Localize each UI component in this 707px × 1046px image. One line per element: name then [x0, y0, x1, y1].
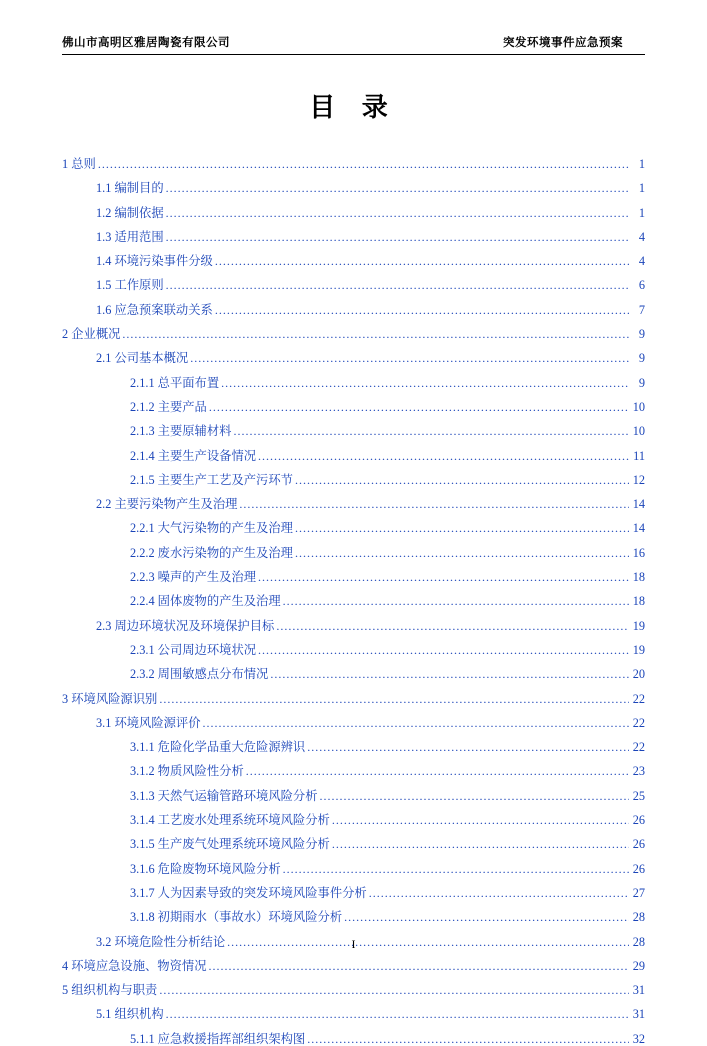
- toc-entry[interactable]: [62, 195, 645, 219]
- toc-entry[interactable]: [62, 462, 645, 486]
- toc-entry-label: 2.1.1 总平面布置: [130, 375, 220, 390]
- toc-entry-page: 18: [632, 594, 645, 609]
- toc-entry-page: 22: [632, 691, 645, 706]
- toc-leader-dots: [283, 863, 629, 875]
- toc-leader-dots: [258, 644, 629, 656]
- toc-entry[interactable]: [62, 267, 645, 291]
- toc-leader-dots: [295, 547, 629, 559]
- toc-entry[interactable]: [62, 851, 645, 875]
- toc-entry-label: 2 企业概况: [62, 327, 121, 342]
- toc-entry-page: 23: [632, 764, 645, 779]
- toc-leader-dots: [369, 887, 629, 899]
- toc-leader-dots: [166, 231, 629, 243]
- toc-entry-label: 2.3 周边环境状况及环境保护目标: [96, 618, 275, 633]
- toc-leader-dots: [98, 158, 629, 170]
- toc-leader-dots: [166, 279, 629, 291]
- toc-leader-dots: [215, 304, 629, 316]
- toc-entry[interactable]: [62, 972, 645, 996]
- toc-leader-dots: [320, 790, 629, 802]
- toc-leader-dots: [258, 450, 629, 462]
- toc-entry[interactable]: [62, 899, 645, 923]
- toc-entry-label: 2.1 公司基本概况: [96, 351, 189, 366]
- toc-entry[interactable]: [62, 681, 645, 705]
- toc-entry-page: 9: [638, 351, 645, 366]
- toc-entry[interactable]: [62, 340, 645, 364]
- page-title: 目 录: [309, 93, 398, 122]
- toc-entry-page: 7: [638, 302, 645, 317]
- toc-leader-dots: [295, 474, 629, 486]
- toc-entry[interactable]: [62, 632, 645, 656]
- toc-entry-label: 2.3.1 公司周边环境状况: [130, 642, 257, 657]
- header-document-title: 突发环境事件应急预案: [503, 37, 623, 49]
- toc-entry[interactable]: [62, 170, 645, 194]
- toc-leader-dots: [332, 814, 629, 826]
- toc-leader-dots: [307, 741, 629, 753]
- toc-entry-page: 26: [632, 861, 645, 876]
- footer-page-number: I: [351, 937, 356, 951]
- toc-entry-label: 5.1.1 应急救援指挥部组织架构图: [130, 1031, 306, 1046]
- toc-entry-page: 20: [632, 667, 645, 682]
- toc-leader-dots: [190, 352, 629, 364]
- toc-entry[interactable]: [62, 243, 645, 267]
- toc-entry-page: 32: [632, 1031, 645, 1046]
- toc-entry-label: 3 环境风险源识别: [62, 691, 158, 706]
- toc-entry[interactable]: [62, 608, 645, 632]
- toc-entry-page: 6: [638, 278, 645, 293]
- toc-entry-page: 31: [632, 983, 645, 998]
- toc-entry-label: 1.2 编制依据: [96, 205, 164, 220]
- toc-entry[interactable]: [62, 705, 645, 729]
- toc-entry-label: 1.3 适用范围: [96, 229, 164, 244]
- toc-leader-dots: [276, 620, 629, 632]
- toc-entry-label: 5.1 组织机构: [96, 1007, 164, 1022]
- toc-entry-page: 29: [632, 958, 645, 973]
- toc-entry-label: 1.1 编制目的: [96, 181, 164, 196]
- toc-entry-page: 19: [632, 618, 645, 633]
- toc-entry[interactable]: [62, 875, 645, 899]
- toc-entry[interactable]: [62, 729, 645, 753]
- table-of-contents: [62, 146, 645, 1045]
- toc-entry-label: 3.2 环境危险性分析结论: [96, 934, 226, 949]
- toc-leader-dots: [307, 1033, 629, 1045]
- toc-entry[interactable]: [62, 753, 645, 777]
- toc-entry-label: 3.1 环境风险源评价: [96, 715, 201, 730]
- toc-entry-page: 4: [638, 254, 645, 269]
- toc-entry-label: 1.5 工作原则: [96, 278, 164, 293]
- toc-entry-label: 5 组织机构与职责: [62, 983, 158, 998]
- toc-entry-label: 2.2.3 噪声的产生及治理: [130, 570, 257, 585]
- toc-entry-label: 2.1.5 主要生产工艺及产污环节: [130, 472, 293, 487]
- toc-leader-dots: [221, 377, 629, 389]
- toc-entry-label: 2.3.2 周围敏感点分布情况: [130, 667, 269, 682]
- toc-entry-label: 2.2 主要污染物产生及治理: [96, 497, 238, 512]
- toc-entry-page: 9: [638, 375, 645, 390]
- toc-leader-dots: [295, 522, 629, 534]
- toc-entry-label: 1 总则: [62, 157, 96, 171]
- toc-leader-dots: [166, 207, 629, 219]
- toc-entry-label: 3.1.4 工艺废水处理系统环境风险分析: [130, 813, 330, 828]
- toc-entry-page: 4: [638, 229, 645, 244]
- toc-entry-label: 3.1.7 人为因素导致的突发环境风险事件分析: [130, 885, 367, 900]
- toc-leader-dots: [159, 693, 629, 705]
- header-company-name: 佛山市高明区雅居陶瓷有限公司: [62, 37, 230, 49]
- toc-entry[interactable]: [62, 583, 645, 607]
- toc-entry-label: 2.2.1 大气污染物的产生及治理: [130, 521, 293, 536]
- toc-entry[interactable]: [62, 389, 645, 413]
- toc-entry-page: 22: [632, 715, 645, 730]
- toc-entry-label: 4 环境应急设施、物资情况: [62, 958, 207, 973]
- toc-entry-page: 12: [632, 472, 645, 487]
- toc-leader-dots: [258, 571, 629, 583]
- toc-leader-dots: [233, 425, 629, 437]
- toc-entry[interactable]: [62, 219, 645, 243]
- toc-entry[interactable]: [62, 510, 645, 534]
- toc-entry-label: 3.1.6 危险废物环境风险分析: [130, 861, 281, 876]
- toc-entry-page: 27: [632, 885, 645, 900]
- toc-leader-dots: [166, 1008, 629, 1020]
- toc-entry-page: 14: [632, 497, 645, 512]
- toc-entry-label: 2.1.4 主要生产设备情况: [130, 448, 257, 463]
- toc-entry-label: 3.1.5 生产废气处理系统环境风险分析: [130, 837, 330, 852]
- toc-leader-dots: [159, 984, 629, 996]
- toc-entry-page: 19: [632, 642, 645, 657]
- toc-entry-page: 28: [632, 934, 645, 949]
- toc-entry-page: 14: [632, 521, 645, 536]
- toc-entry-page: 28: [632, 910, 645, 925]
- toc-entry-page: 1: [638, 157, 645, 171]
- toc-entry-label: 2.2.2 废水污染物的产生及治理: [130, 545, 293, 560]
- toc-entry[interactable]: [62, 826, 645, 850]
- toc-entry[interactable]: [62, 535, 645, 559]
- toc-entry-label: 2.1.3 主要原辅材料: [130, 424, 232, 439]
- toc-entry[interactable]: [62, 559, 645, 583]
- toc-entry[interactable]: [62, 996, 645, 1020]
- toc-entry[interactable]: [62, 413, 645, 437]
- toc-entry[interactable]: [62, 365, 645, 389]
- toc-entry[interactable]: [62, 656, 645, 680]
- toc-leader-dots: [332, 838, 629, 850]
- toc-entry-label: 2.1.2 主要产品: [130, 399, 207, 414]
- toc-leader-dots: [166, 182, 629, 194]
- toc-entry[interactable]: [62, 292, 645, 316]
- toc-entry-label: 1.4 环境污染事件分级: [96, 254, 213, 269]
- toc-entry[interactable]: [62, 438, 645, 462]
- toc-leader-dots: [283, 595, 629, 607]
- toc-entry[interactable]: [62, 146, 645, 170]
- toc-entry[interactable]: [62, 486, 645, 510]
- toc-leader-dots: [203, 717, 629, 729]
- toc-entry-label: 3.1.3 天然气运输管路环境风险分析: [130, 788, 318, 803]
- toc-leader-dots: [209, 960, 630, 972]
- toc-entry-page: 9: [638, 327, 645, 342]
- toc-leader-dots: [215, 255, 629, 267]
- toc-entry-page: 31: [632, 1007, 645, 1022]
- toc-entry[interactable]: [62, 316, 645, 340]
- toc-entry-page: 26: [632, 813, 645, 828]
- toc-entry-label: 3.1.1 危险化学品重大危险源辨识: [130, 740, 306, 755]
- toc-entry-label: 3.1.8 初期雨水（事故水）环境风险分析: [130, 910, 343, 925]
- toc-leader-dots: [239, 498, 629, 510]
- toc-entry-page: 10: [632, 399, 645, 414]
- toc-entry-page: 1: [638, 205, 645, 220]
- toc-entry-page: 16: [632, 545, 645, 560]
- toc-entry-page: 26: [632, 837, 645, 852]
- toc-entry-page: 25: [632, 788, 645, 803]
- toc-entry[interactable]: [62, 778, 645, 802]
- toc-leader-dots: [209, 401, 629, 413]
- toc-leader-dots: [122, 328, 629, 340]
- running-header: [62, 34, 645, 55]
- toc-entry-label: 3.1.2 物质风险性分析: [130, 764, 244, 779]
- toc-entry-page: 10: [632, 424, 645, 439]
- toc-entry[interactable]: [62, 802, 645, 826]
- toc-entry-label: 1.6 应急预案联动关系: [96, 302, 213, 317]
- toc-leader-dots: [344, 911, 629, 923]
- toc-entry[interactable]: [62, 1021, 645, 1045]
- toc-entry-page: 11: [633, 448, 645, 463]
- toc-entry-label: 2.2.4 固体废物的产生及治理: [130, 594, 281, 609]
- toc-leader-dots: [246, 765, 629, 777]
- toc-leader-dots: [270, 668, 629, 680]
- toc-entry-page: 18: [632, 570, 645, 585]
- toc-entry-page: 1: [638, 181, 645, 196]
- toc-entry-page: 22: [632, 740, 645, 755]
